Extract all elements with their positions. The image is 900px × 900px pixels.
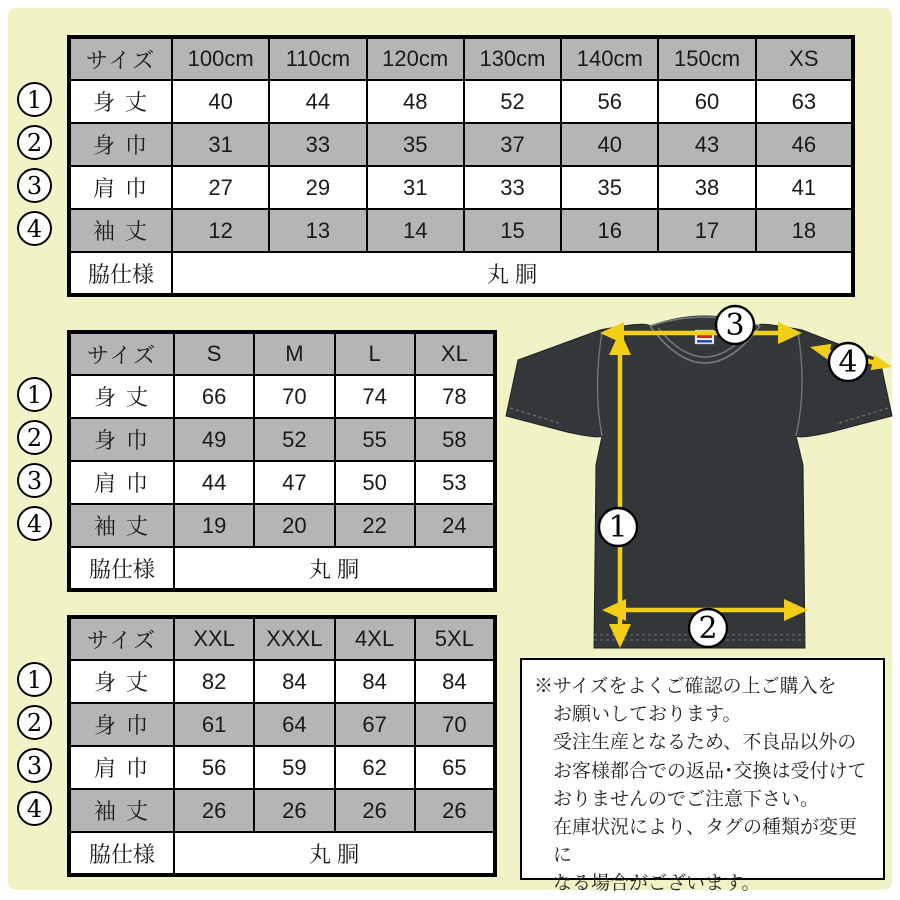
size-value-cell: 27 (172, 166, 269, 209)
size-value-cell: 33 (269, 123, 366, 166)
circled-number-label: 4 (26, 509, 43, 538)
size-column-header: 5XL (415, 617, 495, 660)
size-table (67, 35, 855, 297)
purchase-notice-box (520, 658, 885, 895)
size-table (67, 615, 497, 877)
circled-number-4 (17, 211, 52, 246)
size-value-cell: 22 (335, 504, 415, 547)
size-value-cell: 29 (269, 166, 366, 209)
size-value-cell: 84 (415, 660, 495, 703)
row-label: 肩 巾 (69, 166, 172, 209)
diagram-number-3: 3 (725, 308, 745, 343)
size-value-cell: 43 (658, 123, 755, 166)
size-value-cell: 13 (269, 209, 366, 252)
size-value-cell: 50 (335, 461, 415, 504)
size-column-header: M (254, 332, 334, 375)
circled-number-label: 3 (26, 171, 43, 200)
size-value-cell: 24 (415, 504, 495, 547)
notice-line: おりませんのでご注意下さい。 (553, 788, 820, 810)
size-value-cell: 84 (254, 660, 334, 703)
size-value-cell: 56 (561, 80, 658, 123)
size-value-cell: 44 (269, 80, 366, 123)
size-value-cell: 31 (172, 123, 269, 166)
size-value-cell: 70 (415, 703, 495, 746)
size-column-header: 110cm (269, 37, 366, 80)
size-column-header: 150cm (658, 37, 755, 80)
size-table-kids (67, 35, 855, 293)
size-value-cell: 33 (464, 166, 561, 209)
size-value-cell: 38 (658, 166, 755, 209)
diagram-number-4: 4 (838, 345, 858, 380)
size-column-header: XXL (174, 617, 254, 660)
size-column-header: XS (756, 37, 853, 80)
size-value-cell: 19 (174, 504, 254, 547)
size-value-cell: 56 (174, 746, 254, 789)
circled-number-2 (17, 420, 52, 455)
size-value-cell: 74 (335, 375, 415, 418)
notice-line: 受注生産となるため、不良品以外の (553, 732, 857, 754)
circled-number-label: 4 (26, 794, 43, 823)
diagram-number-2: 2 (698, 611, 718, 646)
size-value-cell: 64 (254, 703, 334, 746)
row-label: 身 巾 (69, 123, 172, 166)
footer-label: 脇仕様 (69, 252, 172, 295)
size-value-cell: 55 (335, 418, 415, 461)
size-value-cell: 62 (335, 746, 415, 789)
size-value-cell: 40 (561, 123, 658, 166)
size-value-cell: 18 (756, 209, 853, 252)
size-value-cell: 17 (658, 209, 755, 252)
size-header-label: サイズ (69, 332, 174, 375)
notice-line: お客様都合での返品･交換は受付けて (553, 760, 867, 782)
size-value-cell: 65 (415, 746, 495, 789)
size-value-cell: 16 (561, 209, 658, 252)
size-value-cell: 44 (174, 461, 254, 504)
row-label: 袖 丈 (69, 504, 174, 547)
circled-number-label: 1 (26, 85, 43, 114)
tshirt-measure-diagram (498, 300, 900, 660)
size-table (67, 330, 497, 592)
size-value-cell: 53 (415, 461, 495, 504)
row-label: 身 丈 (69, 660, 174, 703)
circled-number-3 (17, 463, 52, 498)
size-column-header: 100cm (172, 37, 269, 80)
size-column-header: 4XL (335, 617, 415, 660)
size-table-big (67, 615, 497, 873)
notice-line: お願いしております。 (553, 704, 742, 726)
size-header-label: サイズ (69, 617, 174, 660)
notice-line: なる場合がございます。 (553, 873, 761, 895)
size-value-cell: 31 (367, 166, 464, 209)
circled-number-1 (17, 82, 52, 117)
circled-number-1 (17, 377, 52, 412)
size-table-adult (67, 330, 497, 588)
circled-number-1 (17, 662, 52, 697)
circled-number-3 (17, 168, 52, 203)
size-value-cell: 26 (415, 789, 495, 832)
size-value-cell: 60 (658, 80, 755, 123)
footer-label: 脇仕様 (69, 547, 174, 590)
size-value-cell: 26 (335, 789, 415, 832)
footer-label: 脇仕様 (69, 832, 174, 875)
circled-number-label: 2 (26, 708, 43, 737)
size-column-header: 140cm (561, 37, 658, 80)
size-value-cell: 20 (254, 504, 334, 547)
circled-number-2 (17, 125, 52, 160)
size-value-cell: 12 (172, 209, 269, 252)
size-value-cell: 48 (367, 80, 464, 123)
size-value-cell: 52 (254, 418, 334, 461)
circled-number-label: 2 (26, 423, 43, 452)
circled-number-label: 3 (26, 751, 43, 780)
row-label: 身 丈 (69, 375, 174, 418)
size-value-cell: 26 (254, 789, 334, 832)
row-label: 袖 丈 (69, 789, 174, 832)
size-value-cell: 47 (254, 461, 334, 504)
circled-number-label: 1 (26, 665, 43, 694)
circled-number-4 (17, 791, 52, 826)
size-value-cell: 26 (174, 789, 254, 832)
footer-value: 丸 胴 (174, 547, 495, 590)
size-value-cell: 63 (756, 80, 853, 123)
size-column-header: L (335, 332, 415, 375)
row-label: 身 巾 (69, 703, 174, 746)
row-label: 身 巾 (69, 418, 174, 461)
size-value-cell: 35 (367, 123, 464, 166)
notice-line: ※サイズをよくご確認の上ご購入を (534, 676, 837, 697)
row-label: 肩 巾 (69, 461, 174, 504)
diagram-number-1: 1 (608, 510, 628, 545)
row-label: 袖 丈 (69, 209, 172, 252)
footer-value: 丸 胴 (174, 832, 495, 875)
size-value-cell: 61 (174, 703, 254, 746)
size-value-cell: 66 (174, 375, 254, 418)
row-label: 肩 巾 (69, 746, 174, 789)
size-column-header: XL (415, 332, 495, 375)
circled-number-label: 2 (26, 128, 43, 157)
circled-number-4 (17, 506, 52, 541)
circled-number-label: 3 (26, 466, 43, 495)
notice-line: 在庫状況により、タグの種類が変更に (553, 817, 858, 867)
size-column-header: 130cm (464, 37, 561, 80)
size-header-label: サイズ (69, 37, 172, 80)
size-value-cell: 67 (335, 703, 415, 746)
size-value-cell: 46 (756, 123, 853, 166)
size-column-header: S (174, 332, 254, 375)
size-value-cell: 78 (415, 375, 495, 418)
size-value-cell: 49 (174, 418, 254, 461)
size-value-cell: 59 (254, 746, 334, 789)
size-value-cell: 41 (756, 166, 853, 209)
circled-number-2 (17, 705, 52, 740)
size-value-cell: 82 (174, 660, 254, 703)
size-value-cell: 37 (464, 123, 561, 166)
size-value-cell: 40 (172, 80, 269, 123)
circled-number-label: 1 (26, 380, 43, 409)
size-value-cell: 52 (464, 80, 561, 123)
row-label: 身 丈 (69, 80, 172, 123)
size-column-header: 120cm (367, 37, 464, 80)
size-value-cell: 14 (367, 209, 464, 252)
size-value-cell: 70 (254, 375, 334, 418)
size-value-cell: 84 (335, 660, 415, 703)
circled-number-3 (17, 748, 52, 783)
size-column-header: XXXL (254, 617, 334, 660)
size-value-cell: 35 (561, 166, 658, 209)
size-value-cell: 58 (415, 418, 495, 461)
size-value-cell: 15 (464, 209, 561, 252)
footer-value: 丸 胴 (172, 252, 853, 295)
circled-number-label: 4 (26, 214, 43, 243)
